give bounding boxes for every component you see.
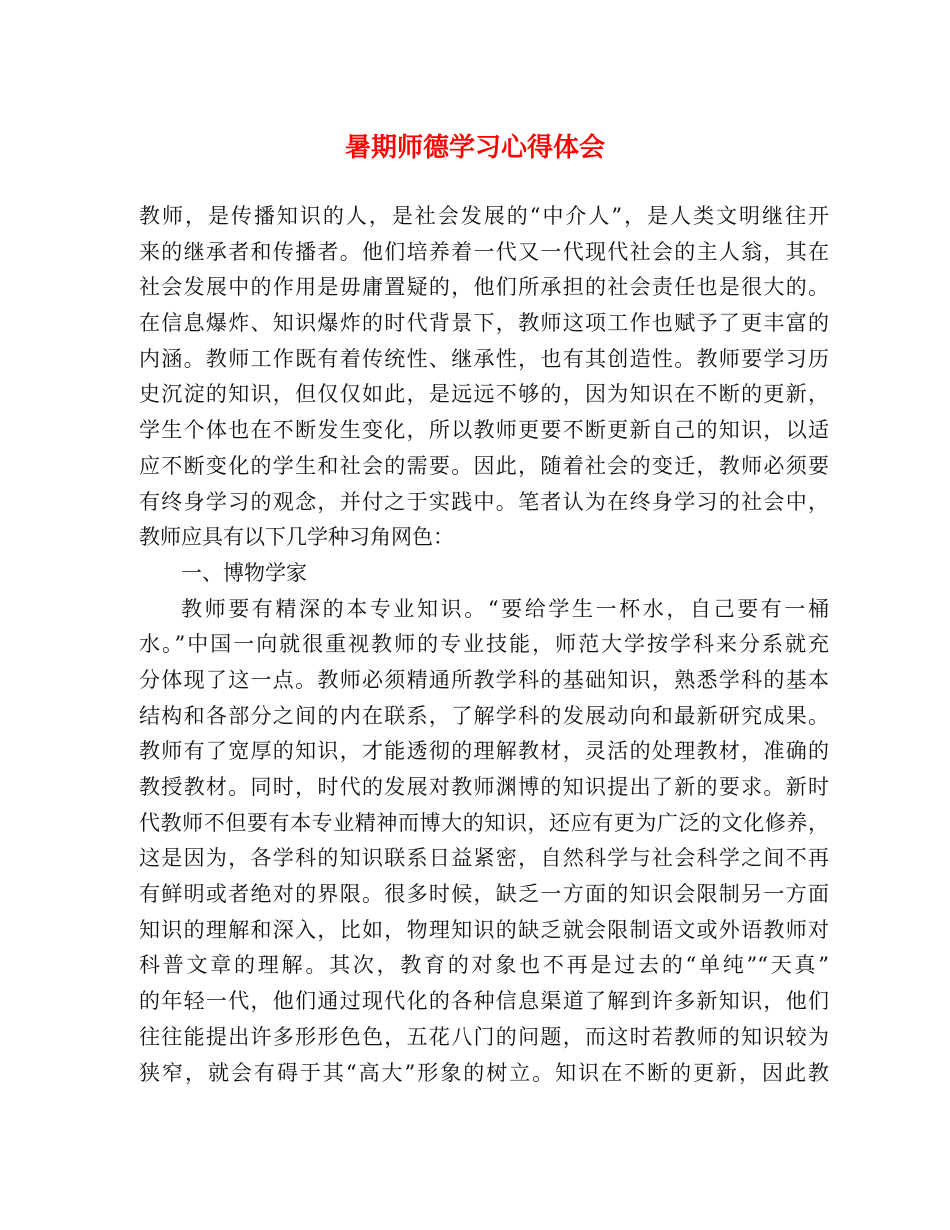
text-line: 教授教材。同时，时代的发展对教师渊博的知识提出了新的要求。新时: [139, 775, 829, 800]
text-line: 教师有了宽厚的知识，才能透彻的理解教材，灵活的处理教材，准确的: [139, 739, 829, 764]
text-line: 分体现了这一点。教师必须精通所教学科的基础知识，熟悉学科的基本: [139, 667, 829, 692]
text-line: 的年轻一代，他们通过现代化的各种信息渠道了解到许多新知识，他们: [139, 989, 829, 1014]
text-line: 往往能提出许多形形色色，五花八门的问题，而这时若教师的知识较为: [139, 1024, 829, 1049]
text-line: 结构和各部分之间的内在联系，了解学科的发展动向和最新研究成果。: [139, 703, 829, 728]
text-line: 教师要有精深的本专业知识。“要给学生一杯水，自己要有一桶: [181, 596, 829, 621]
text-line: 科普文章的理解。其次，教育的对象也不再是过去的“单纯”“天真”: [139, 953, 829, 978]
text-line: 教师应具有以下几学种习角网色：: [139, 525, 454, 550]
section-heading: 一、博物学家: [181, 560, 307, 585]
text-line: 社会发展中的作用是毋庸置疑的，他们所承担的社会责任也是很大的。: [139, 275, 829, 300]
text-line: 有鲜明或者绝对的界限。很多时候，缺乏一方面的知识会限制另一方面: [139, 882, 829, 907]
document-body: [139, 199, 829, 1091]
text-line: 知识的理解和深入，比如，物理知识的缺乏就会限制语文或外语教师对: [139, 917, 829, 942]
text-line: 水。”中国一向就很重视教师的专业技能，师范大学按学科来分系就充: [139, 632, 829, 657]
document-title: 暑期师德学习心得体会: [344, 133, 605, 163]
text-line: 有终身学习的观念，并付之于实践中。笔者认为在终身学习的社会中，: [139, 489, 829, 514]
text-line: 这是因为，各学科的知识联系日益紧密，自然科学与社会科学之间不再: [139, 846, 829, 871]
text-line: 狭窄，就会有碍于其“高大”形象的树立。知识在不断的更新，因此教: [139, 1060, 829, 1085]
text-line: 学生个体也在不断发生变化，所以教师更要不断更新自己的知识，以适: [139, 418, 829, 443]
text-line: 应不断变化的学生和社会的需要。因此，随着社会的变迁，教师必须要: [139, 453, 829, 478]
text-line: 史沉淀的知识，但仅仅如此，是远远不够的，因为知识在不断的更新，: [139, 382, 829, 407]
text-line: 来的继承者和传播者。他们培养着一代又一代现代社会的主人翁，其在: [139, 239, 829, 264]
text-line: 内涵。教师工作既有着传统性、继承性，也有其创造性。教师要学习历: [139, 346, 829, 371]
text-line: 代教师不但要有本专业精神而博大的知识，还应有更为广泛的文化修养，: [139, 810, 829, 835]
text-line: 在信息爆炸、知识爆炸的时代背景下，教师这项工作也赋予了更丰富的: [139, 311, 829, 336]
text-line: 教师，是传播知识的人，是社会发展的“中介人”，是人类文明继往开: [139, 204, 829, 228]
